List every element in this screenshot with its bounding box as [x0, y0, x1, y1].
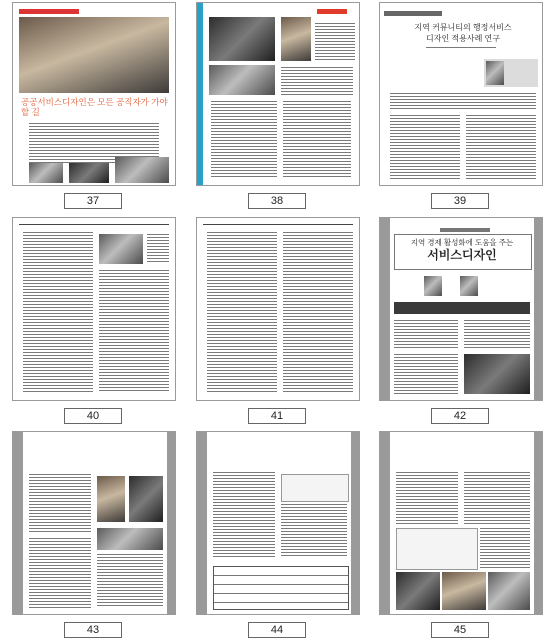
body-text-right	[283, 232, 353, 392]
page-39-title-line-1: 지역 커뮤니티의 행정서비스	[414, 23, 512, 32]
right-margin-grey	[351, 432, 360, 615]
event-photo-2	[69, 163, 109, 183]
body-text-right	[464, 472, 530, 524]
body-text-left	[213, 472, 275, 558]
page-42-thumbnail[interactable]	[379, 217, 543, 401]
page-43-thumbnail[interactable]	[12, 431, 176, 615]
workshop-photo-3	[209, 65, 275, 95]
page-44-thumbnail[interactable]	[196, 431, 360, 615]
event-photo-3	[115, 157, 169, 183]
body-text-lower-right	[97, 554, 163, 608]
process-diagram	[281, 474, 349, 502]
right-margin-grey	[534, 432, 543, 615]
body-text-right	[464, 320, 530, 350]
left-margin-grey	[197, 432, 207, 615]
page-41-thumbnail[interactable]	[196, 217, 360, 401]
caption-text	[315, 23, 355, 61]
workshop-photo-1	[209, 17, 275, 61]
flow-diagram	[396, 528, 478, 570]
body-text-left	[394, 320, 458, 350]
left-margin-grey	[13, 432, 23, 615]
author-photo	[486, 61, 504, 85]
body-text-lower-left	[29, 538, 91, 608]
right-margin-grey	[167, 432, 176, 615]
page-45-thumbnail[interactable]	[379, 431, 543, 615]
page-header-mark	[317, 9, 347, 14]
body-text-right	[281, 504, 347, 558]
data-table	[213, 566, 349, 610]
section-tab	[440, 228, 490, 232]
right-margin-grey	[534, 218, 543, 401]
top-rule	[19, 224, 169, 225]
page-39-thumbnail[interactable]	[379, 2, 543, 186]
page-42-title-line-2: 서비스디자인	[427, 248, 497, 262]
margin-strip	[197, 3, 203, 186]
photo-caption	[147, 234, 169, 264]
author-photo-2	[460, 276, 478, 296]
page-number-43: 43	[64, 622, 122, 638]
body-text-left	[396, 472, 458, 524]
page-38-thumbnail[interactable]	[196, 2, 360, 186]
page-37-title: 공공서비스디자인은 모든 공직자가 가야할 길	[21, 97, 168, 117]
left-margin-grey	[380, 432, 390, 615]
left-margin-grey	[380, 218, 390, 401]
body-text-left	[23, 232, 93, 392]
meeting-photo	[19, 17, 169, 93]
page-header-mark	[19, 9, 79, 14]
body-text-left	[390, 115, 460, 179]
body-text-left	[29, 474, 91, 534]
collage-photo-1	[396, 572, 440, 610]
page-number-40: 40	[64, 408, 122, 424]
body-text-right	[99, 270, 169, 392]
workshop-photo-2	[281, 17, 311, 61]
author-photo-1	[424, 276, 442, 296]
subtitle-line	[426, 47, 496, 50]
section-tab	[384, 11, 442, 16]
page-number-44: 44	[248, 622, 306, 638]
market-photo	[464, 354, 530, 394]
page-number-38: 38	[248, 193, 306, 209]
page-number-39: 39	[431, 193, 489, 209]
page-number-41: 41	[248, 408, 306, 424]
page-number-37: 37	[64, 193, 122, 209]
product-grid-photo	[97, 528, 163, 550]
event-photo-1	[29, 163, 63, 183]
collage-photo-2	[442, 572, 486, 610]
top-rule	[203, 224, 353, 225]
page-number-45: 45	[431, 622, 489, 638]
caption-text-2	[281, 67, 353, 95]
page-37-thumbnail[interactable]	[12, 2, 176, 186]
body-text-mid-right	[480, 528, 530, 568]
body-text-left	[207, 232, 277, 392]
page-number-42: 42	[431, 408, 489, 424]
body-text-right	[283, 101, 351, 179]
page-39-title-line-2: 디자인 적용사례 연구	[426, 34, 500, 43]
page-42-title-line-1: 지역 경제 활성화에 도움을 주는	[410, 238, 514, 247]
abstract-text	[390, 93, 536, 111]
body-text-left	[211, 101, 277, 179]
body-text-lower	[394, 354, 458, 394]
page-40-thumbnail[interactable]	[12, 217, 176, 401]
product-photo-1	[97, 476, 125, 522]
body-text-right	[466, 115, 536, 179]
collage-photo-3	[488, 572, 530, 610]
inset-photo	[99, 234, 143, 264]
product-photo-2	[129, 476, 163, 522]
abstract-bar	[394, 302, 530, 314]
